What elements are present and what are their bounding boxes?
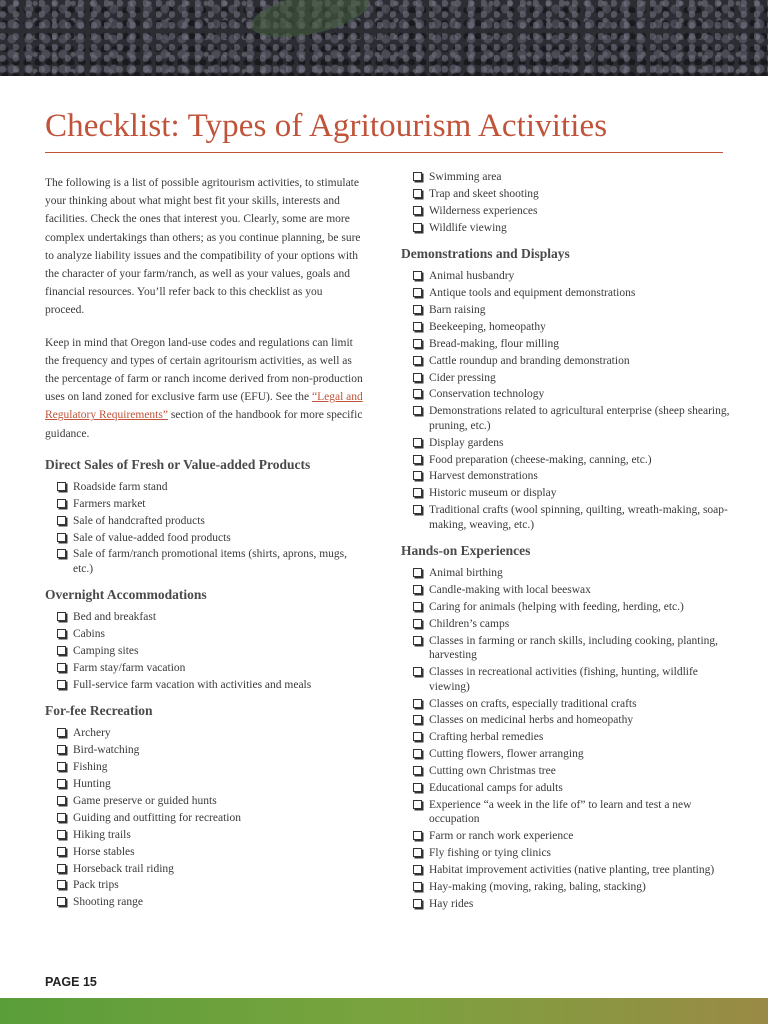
checklist-item[interactable] [401,665,731,694]
checklist-item-label: Wilderness experiences [429,204,538,217]
checkbox-icon[interactable] [57,549,66,558]
checklist-recreation-continued [401,170,731,235]
checkbox-icon[interactable] [413,865,422,874]
checklist-item-label: Sale of value-added food products [73,531,231,544]
checklist-item-label: Beekeeping, homeopathy [429,320,546,333]
checklist-item[interactable] [401,829,731,844]
checklist-item-label: Bird-watching [73,744,140,757]
checklist-item[interactable] [45,726,363,741]
checkbox-icon[interactable] [57,796,66,805]
header-photo-grapes [0,0,768,76]
checkbox-icon[interactable] [413,732,422,741]
checklist-item-label: Educational camps for adults [429,782,563,795]
checklist-item-label: Cutting flowers, flower arranging [429,748,584,761]
checklist-item[interactable] [401,436,731,451]
checklist-item[interactable] [401,371,731,386]
page-title: Checklist: Types of Agritourism Activities [45,108,608,144]
checklist-item[interactable] [45,627,363,642]
checklist-item-label: Bread-making, flour milling [429,337,559,350]
checklist-item-label: Experience “a week in the life of” to learn and test a new occupation [429,798,692,826]
checklist-item[interactable] [45,644,363,659]
checkbox-icon[interactable] [413,438,422,447]
checklist-item-label: Shooting range [73,896,143,909]
checkbox-icon[interactable] [413,899,422,908]
checklist-item-label: Antique tools and equipment demonstrations [429,287,636,300]
section-heading-demonstrations: Demonstrations and Displays [401,246,570,262]
checkbox-icon[interactable] [413,206,422,215]
checklist-item-label: Hunting [73,778,111,791]
checklist-item-label: Animal birthing [429,567,503,580]
checkbox-icon[interactable] [413,715,422,724]
checklist-item-label: Harvest demonstrations [429,470,538,483]
checklist-item-label: Game preserve or guided hunts [73,795,217,808]
checklist-recreation [45,726,363,909]
checklist-item[interactable] [45,878,363,893]
left-column [45,174,363,921]
checklist-item-label: Farmers market [73,497,146,510]
checklist-item[interactable] [401,798,731,827]
checklist-item[interactable] [401,404,731,433]
checklist-item[interactable] [45,610,363,625]
intro-paragraph-2 [45,334,363,443]
checkbox-icon[interactable] [413,783,422,792]
checklist-item-label: Hiking trails [73,828,131,841]
checklist-item[interactable] [401,863,731,878]
checkbox-icon[interactable] [57,499,66,508]
checkbox-icon[interactable] [57,762,66,771]
checklist-item[interactable] [401,764,731,779]
checkbox-icon[interactable] [57,880,66,889]
checkbox-icon[interactable] [413,602,422,611]
checklist-item[interactable] [401,730,731,745]
checklist-item-label: Swimming area [429,171,502,183]
checklist-item-label: Cutting own Christmas tree [429,765,556,778]
checklist-item[interactable] [45,480,363,495]
checklist-item[interactable] [45,794,363,809]
checkbox-icon[interactable] [57,533,66,542]
checkbox-icon[interactable] [413,749,422,758]
checklist-item-label: Hay rides [429,897,474,910]
section-heading-recreation: For-fee Recreation [45,703,153,719]
checklist-item[interactable] [45,895,363,910]
checkbox-icon[interactable] [413,831,422,840]
checkbox-icon[interactable] [413,488,422,497]
checklist-item-label: Conservation technology [429,388,545,401]
checkbox-icon[interactable] [413,271,422,280]
checklist-item-label: Wildlife viewing [429,221,507,234]
checklist-item-label: Barn raising [429,303,486,316]
checkbox-icon[interactable] [413,766,422,775]
checklist-item[interactable] [45,497,363,512]
checkbox-icon[interactable] [413,471,422,480]
checklist-item-label: Cabins [73,628,105,641]
checklist-item[interactable] [401,617,731,632]
intro-paragraph-1: The following is a list of possible agritourism activities, to stimulate your thinking about what might best fit your skills, interests and facilities. Check the ones that interest you. Clearly, some are more complex undertakings than others; as you continue planning, be sure to analyze liability issues and the compatibility of your options with the character of your farm/ranch, as well as your values, goals and financial resources. You’ll refer back to this checklist as you proceed. [45,177,361,317]
checkbox-icon[interactable] [57,612,66,621]
checklist-item-label: Pack trips [73,879,119,892]
checklist-item-label: Bed and breakfast [73,611,157,624]
checklist-item-label: Guiding and outfitting for recreation [73,811,241,824]
checklist-demonstrations [401,269,731,532]
checklist-item[interactable] [401,503,731,532]
checklist-item-label: Animal husbandry [429,270,515,283]
checklist-item-label: Classes in farming or ranch skills, including cooking, planting, harvesting [429,634,719,662]
checkbox-icon[interactable] [413,322,422,331]
checkbox-icon[interactable] [57,482,66,491]
checklist-item-label: Camping sites [73,645,139,658]
checkbox-icon[interactable] [57,864,66,873]
checkbox-icon[interactable] [413,389,422,398]
checklist-item[interactable] [401,187,731,202]
checklist-item[interactable] [401,846,731,861]
checklist-item[interactable] [401,600,731,615]
checklist-item-label: Archery [73,727,111,740]
checklist-item[interactable] [401,469,731,484]
checklist-overnight [45,610,363,692]
checkbox-icon[interactable] [57,680,66,689]
checklist-item-label: Sale of farm/ranch promotional items (shirts, aprons, mugs, etc.) [73,548,348,575]
intro-p2-text-before: Keep in mind that Oregon land-use codes and regulations can limit the frequency and types of certain agritourism activities, as well as the percentage of farm or ranch income derived from non-production uses on land zoned for exclusive farm use (EFU). See the [45,336,363,404]
checkbox-icon[interactable] [413,568,422,577]
checklist-item-label: Sale of handcrafted products [73,514,205,527]
checklist-item[interactable] [45,531,363,546]
section-heading-direct-sales: Direct Sales of Fresh or Value-added Products [45,456,311,472]
checklist-item[interactable] [45,678,363,693]
checklist-item[interactable] [45,777,363,792]
checklist-item[interactable] [45,845,363,860]
checklist-item-label: Farm stay/farm vacation [73,662,186,675]
checklist-item-label: Roadside farm stand [73,480,168,493]
checkbox-icon[interactable] [413,455,422,464]
checklist-item-label: Display gardens [429,436,504,449]
checklist-item[interactable] [45,514,363,529]
checklist-item[interactable] [401,170,731,185]
checklist-item-label: Historic museum or display [429,487,557,500]
checklist-item-label: Farm or ranch work experience [429,830,574,843]
checklist-item[interactable] [401,566,731,581]
checklist-item[interactable] [401,354,731,369]
checklist-item[interactable] [401,486,731,501]
checkbox-icon[interactable] [57,897,66,906]
checkbox-icon[interactable] [57,847,66,856]
checkbox-icon[interactable] [413,800,422,809]
checklist-item-label: Cider pressing [429,371,496,384]
checkbox-icon[interactable] [413,505,422,514]
footer-color-bar [0,998,768,1024]
checklist-item-label: Horseback trail riding [73,862,174,875]
checkbox-icon[interactable] [413,882,422,891]
checklist-item-label: Crafting herbal remedies [429,731,544,744]
checklist-item[interactable] [45,760,363,775]
checklist-item-label: Habitat improvement activities (native planting, tree planting) [429,864,715,877]
section-heading-hands-on: Hands-on Experiences [401,543,531,559]
checkbox-icon[interactable] [413,339,422,348]
checklist-item-label: Food preparation (cheese-making, canning, etc.) [429,453,652,466]
checklist-item[interactable] [401,204,731,219]
checkbox-icon[interactable] [413,356,422,365]
checklist-item[interactable] [401,897,731,912]
legal-requirements-link[interactable]: “Legal and Regulatory Requirements” [45,391,363,422]
checklist-item-label: Cattle roundup and branding demonstration [429,354,630,367]
checklist-item[interactable] [45,743,363,758]
checkbox-icon[interactable] [413,667,422,676]
checklist-item-label: Caring for animals (helping with feeding, herding, etc.) [429,601,684,614]
header-photo-leaf [247,0,373,46]
checklist-item-label: Hay-making (moving, raking, baling, stacking) [429,881,646,893]
checkbox-icon[interactable] [413,619,422,628]
checkbox-icon[interactable] [57,830,66,839]
checklist-item[interactable] [401,697,731,712]
checklist-item[interactable] [401,320,731,335]
checklist-item[interactable] [401,634,731,663]
checklist-item[interactable] [45,811,363,826]
checklist-item[interactable] [401,880,731,895]
section-heading-overnight: Overnight Accommodations [45,587,207,603]
checklist-item-label: Fishing [73,761,108,774]
checklist-item-label: Traditional crafts (wool spinning, quilting, wreath-making, soap-making, weaving, etc.) [429,504,728,531]
checkbox-icon[interactable] [413,406,422,415]
checklist-item[interactable] [45,828,363,843]
page-number: PAGE 15 [45,975,97,989]
checklist-item-label: Candle-making with local beeswax [429,584,591,597]
checklist-item-label: Classes on medicinal herbs and homeopathy [429,714,634,727]
checklist-item[interactable] [401,221,731,236]
checkbox-icon[interactable] [413,172,422,181]
title-rule [45,152,723,153]
checkbox-icon[interactable] [413,585,422,594]
checklist-item-label: Fly fishing or tying clinics [429,847,552,860]
checklist-item[interactable] [401,337,731,352]
checklist-item[interactable] [401,781,731,796]
checklist-item[interactable] [401,453,731,468]
checklist-item-label: Full-service farm vacation with activities and meals [73,678,312,691]
checklist-item[interactable] [401,286,731,301]
checkbox-icon[interactable] [57,779,66,788]
checkbox-icon[interactable] [57,629,66,638]
checkbox-icon[interactable] [57,728,66,737]
checklist-item[interactable] [45,862,363,877]
checklist-item-label: Demonstrations related to agricultural enterprise (sheep shearing, pruning, etc.) [429,405,730,432]
checklist-hands-on [401,566,731,911]
checklist-item[interactable] [401,583,731,598]
checklist-item[interactable] [401,303,731,318]
checklist-item[interactable] [45,547,363,576]
checklist-item-label: Classes on crafts, especially traditional crafts [429,697,637,710]
checkbox-icon[interactable] [413,189,422,198]
checkbox-icon[interactable] [413,699,422,708]
checkbox-icon[interactable] [57,745,66,754]
checklist-item-label: Trap and skeet shooting [429,187,539,200]
checklist-item-label: Children’s camps [429,617,510,630]
checklist-direct-sales [45,480,363,577]
checkbox-icon[interactable] [57,646,66,655]
checkbox-icon[interactable] [413,848,422,857]
checkbox-icon[interactable] [413,636,422,645]
checkbox-icon[interactable] [413,373,422,382]
checklist-item[interactable] [45,661,363,676]
checklist-item[interactable] [401,387,731,402]
checklist-item[interactable] [401,269,731,284]
checklist-item-label: Horse stables [73,845,135,858]
checklist-item-label: Classes in recreational activities (fishing, hunting, wildlife viewing) [429,666,698,693]
checkbox-icon[interactable] [413,223,422,232]
intro-p2-text-after: section of the handbook for more specific guidance. [45,409,363,440]
checklist-item[interactable] [401,747,731,762]
checkbox-icon[interactable] [57,516,66,525]
right-column [401,170,731,922]
checkbox-icon[interactable] [413,288,422,297]
checklist-item[interactable] [401,713,731,728]
checkbox-icon[interactable] [57,663,66,672]
checkbox-icon[interactable] [57,813,66,822]
checkbox-icon[interactable] [413,305,422,314]
